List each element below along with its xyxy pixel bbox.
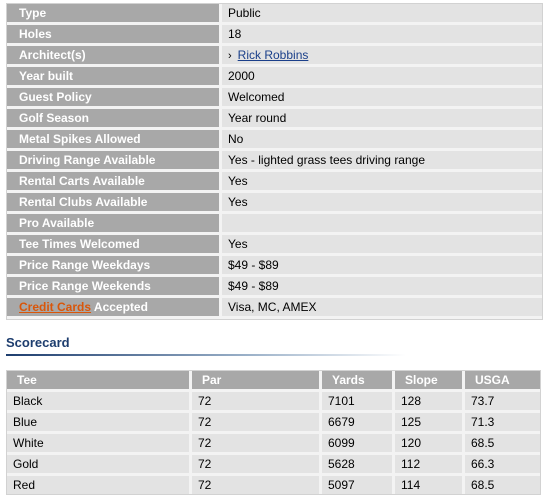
info-label: Metal Spikes Allowed — [7, 130, 222, 151]
info-label — [7, 298, 222, 319]
table-row — [7, 392, 540, 413]
tee-cell: Gold — [7, 455, 192, 476]
info-value: Yes — [222, 193, 542, 214]
info-row-type — [7, 4, 542, 25]
info-row-credit-cards — [7, 298, 542, 319]
scorecard-title: Scorecard — [6, 335, 70, 350]
course-info-table — [6, 3, 543, 320]
par-cell: 72 — [192, 455, 322, 476]
column-header-par: Par — [192, 371, 322, 392]
info-row-tee-times — [7, 235, 542, 256]
info-row-rental-carts — [7, 172, 542, 193]
info-label: Pro Available — [7, 214, 222, 235]
info-value: 18 — [222, 25, 542, 46]
info-row-pro-available — [7, 214, 542, 235]
info-row-guest-policy — [7, 88, 542, 109]
table-row — [7, 455, 540, 476]
column-header-tee: Tee — [7, 371, 192, 392]
info-value: Year round — [222, 109, 542, 130]
slope-cell: 128 — [395, 392, 465, 413]
credit-cards-label-rest: Accepted — [91, 300, 148, 314]
info-value: $49 - $89 — [222, 256, 542, 277]
info-row-golf-season — [7, 109, 542, 130]
column-header-usga: USGA — [465, 371, 540, 392]
info-row-price-weekends — [7, 277, 542, 298]
info-label: Price Range Weekends — [7, 277, 222, 298]
info-row-price-weekdays — [7, 256, 542, 277]
info-value: $49 - $89 — [222, 277, 542, 298]
par-cell: 72 — [192, 476, 322, 494]
info-row-metal-spikes — [7, 130, 542, 151]
usga-cell: 73.7 — [465, 392, 540, 413]
chevron-right-icon: › — [228, 50, 232, 62]
info-value: Welcomed — [222, 88, 542, 109]
info-value: No — [222, 130, 542, 151]
par-cell: 72 — [192, 392, 322, 413]
info-value — [222, 46, 542, 67]
info-label: Type — [7, 4, 222, 25]
info-label: Rental Carts Available — [7, 172, 222, 193]
scorecard-header-row — [7, 371, 540, 392]
slope-cell: 125 — [395, 413, 465, 434]
usga-cell: 71.3 — [465, 413, 540, 434]
info-value: 2000 — [222, 67, 542, 88]
yards-cell: 6099 — [322, 434, 395, 455]
architect-link[interactable]: Rick Robbins — [237, 48, 309, 62]
usga-cell: 68.5 — [465, 434, 540, 455]
info-label: Golf Season — [7, 109, 222, 130]
tee-cell: Red — [7, 476, 192, 494]
info-value: Public — [222, 4, 542, 25]
table-row — [7, 413, 540, 434]
usga-cell: 66.3 — [465, 455, 540, 476]
yards-cell: 5628 — [322, 455, 395, 476]
slope-cell: 112 — [395, 455, 465, 476]
yards-cell: 5097 — [322, 476, 395, 494]
par-cell: 72 — [192, 434, 322, 455]
credit-cards-link[interactable]: Credit Cards — [19, 300, 92, 314]
info-row-rental-clubs — [7, 193, 542, 214]
slope-cell: 114 — [395, 476, 465, 494]
scorecard-divider — [6, 354, 406, 356]
yards-cell: 7101 — [322, 392, 395, 413]
info-label: Tee Times Welcomed — [7, 235, 222, 256]
slope-cell: 120 — [395, 434, 465, 455]
column-header-slope: Slope — [395, 371, 465, 392]
info-row-holes — [7, 25, 542, 46]
info-label: Year built — [7, 67, 222, 88]
info-label: Driving Range Available — [7, 151, 222, 172]
info-label: Holes — [7, 25, 222, 46]
info-row-year-built — [7, 67, 542, 88]
info-value: Yes - lighted grass tees driving range — [222, 151, 542, 172]
par-cell: 72 — [192, 413, 322, 434]
tee-cell: Black — [7, 392, 192, 413]
table-row — [7, 434, 540, 455]
info-value — [222, 214, 542, 235]
info-value: Visa, MC, AMEX — [222, 298, 542, 319]
info-row-architects — [7, 46, 542, 67]
info-label: Price Range Weekdays — [7, 256, 222, 277]
info-label: Architect(s) — [7, 46, 222, 67]
scorecard-table — [6, 370, 541, 495]
info-label: Guest Policy — [7, 88, 222, 109]
info-value: Yes — [222, 235, 542, 256]
usga-cell: 68.5 — [465, 476, 540, 494]
yards-cell: 6679 — [322, 413, 395, 434]
info-value: Yes — [222, 172, 542, 193]
column-header-yards: Yards — [322, 371, 395, 392]
table-row — [7, 476, 540, 494]
info-row-driving-range — [7, 151, 542, 172]
tee-cell: Blue — [7, 413, 192, 434]
tee-cell: White — [7, 434, 192, 455]
info-label: Rental Clubs Available — [7, 193, 222, 214]
